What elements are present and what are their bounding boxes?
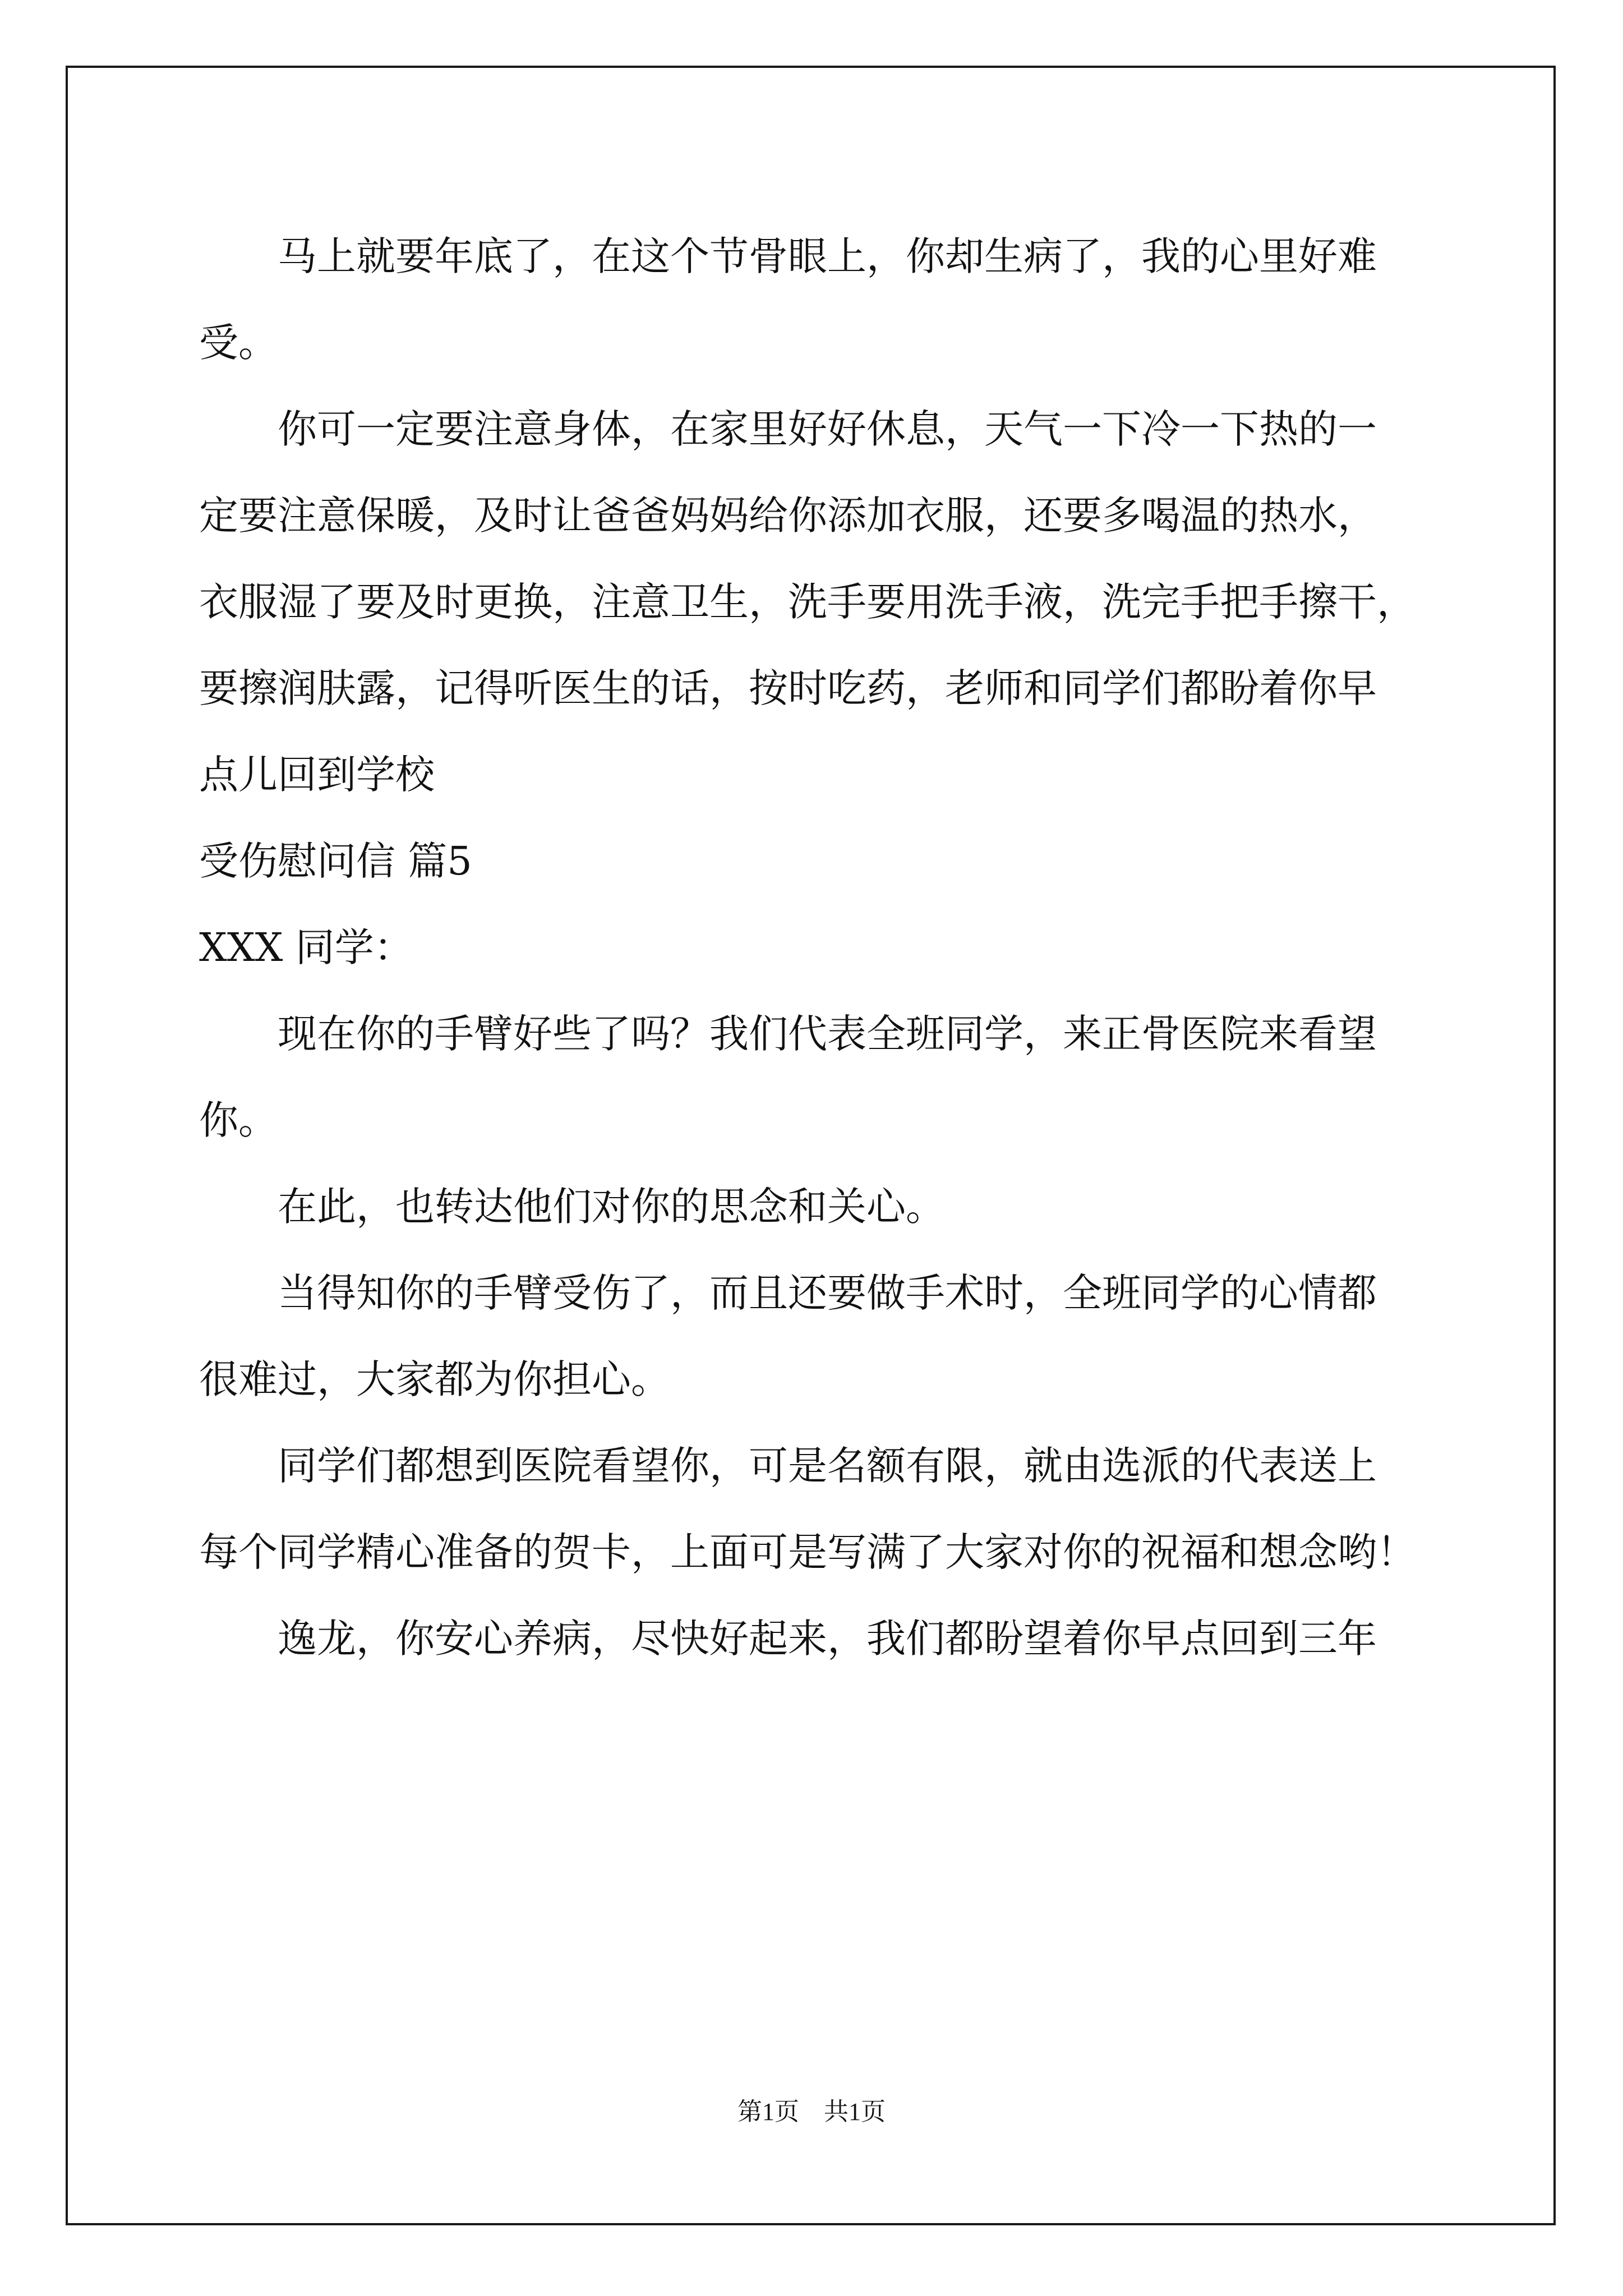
paragraph-line: 逸龙，你安心养病，尽快好起来，我们都盼望着你早点回到三年 bbox=[278, 1616, 1377, 1662]
paragraph-line: 当得知你的手臂受伤了，而且还要做手术时，全班同学的心情都 bbox=[278, 1270, 1377, 1316]
paragraph-line: 现在你的手臂好些了吗？我们代表全班同学，来正骨医院来看望 bbox=[278, 1011, 1377, 1057]
section-heading: 受伤慰问信 篇5 bbox=[199, 838, 472, 884]
paragraph-line: 在此，也转达他们对你的思念和关心。 bbox=[278, 1184, 945, 1230]
paragraph-line: 定要注意保暖，及时让爸爸妈妈给你添加衣服，还要多喝温的热水， bbox=[199, 493, 1377, 539]
paragraph-line: 每个同学精心准备的贺卡，上面可是写满了大家对你的祝福和想念哟！ bbox=[199, 1529, 1416, 1575]
paragraph-line: 你可一定要注意身体，在家里好好休息，天气一下冷一下热的一 bbox=[278, 406, 1377, 452]
paragraph-line: 你。 bbox=[199, 1097, 278, 1143]
paragraph-line: 受。 bbox=[199, 320, 278, 366]
paragraph-line: 马上就要年底了，在这个节骨眼上，你却生病了，我的心里好难 bbox=[278, 233, 1377, 279]
document-body bbox=[199, 213, 1467, 1682]
paragraph-line: 很难过，大家都为你担心。 bbox=[199, 1356, 670, 1402]
paragraph-line: 点儿回到学校 bbox=[199, 752, 435, 798]
page-footer: 第1页 共1页 bbox=[737, 2098, 886, 2125]
salutation: XXX 同学： bbox=[199, 924, 413, 970]
paragraph-line: 衣服湿了要及时更换，注意卫生，洗手要用洗手液，洗完手把手擦干， bbox=[199, 579, 1416, 625]
paragraph-line: 同学们都想到医院看望你，可是名额有限，就由选派的代表送上 bbox=[278, 1443, 1377, 1489]
paragraph-line: 要擦润肤露，记得听医生的话，按时吃药，老师和同学们都盼着你早 bbox=[199, 665, 1377, 711]
